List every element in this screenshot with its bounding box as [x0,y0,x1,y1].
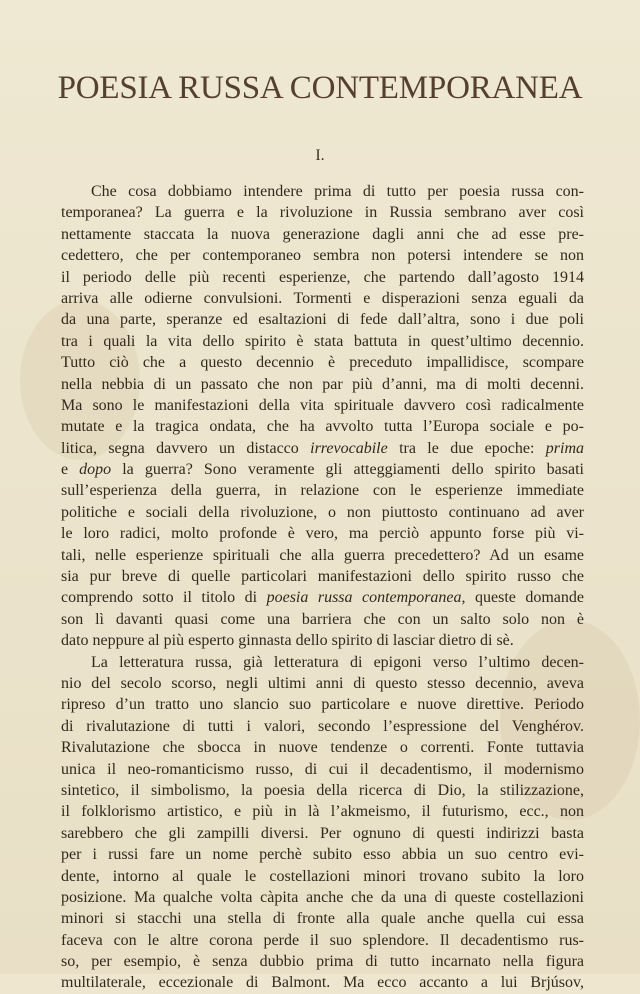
text-line: dato neppure al più esperto ginnasta dello spirito di lasciar dietro di sè. [61,632,514,650]
text-line: multilaterale, eccezionale di Balmont. Ma ecco accanto a lui Brjúsov, [61,974,584,992]
text-line: sintetico, il simbolismo, la poesia della ricerca di Dio, la stilizzazione, [61,781,584,799]
text-line: tra i quali la vita dello spirito è stata battuta in quest’ultimo decennio. [61,332,584,350]
text-line: son lì davanti quasi come una barriera che con un salto solo non è [61,610,584,628]
text-line: e dopo la guerra? Sono veramente gli atteggiamenti dello spirito basati [61,461,584,479]
text-line: so, per esempio, è senza dubbio prima di tutto incarnato nella figura [61,953,584,971]
text-line: comprendo sotto il titolo di poesia russa contemporanea, queste domande [61,589,585,607]
body-text [61,181,584,994]
text-line: Che cosa dobbiamo intendere prima di tutto per poesia russa con- [91,183,584,200]
section-number: I. [315,147,325,164]
text-line: temporanea? La guerra e la rivoluzione in Russia sembrano aver così [61,204,584,222]
text-line: dente, intorno al quale le costellazioni minori trovano subito la loro [61,867,584,885]
text-line: Rivalutazione che sbocca in nuove tendenze o correnti. Fonte tuttavia [61,739,584,757]
text-line: faceva con le altre corona perde il suo splendore. Il decadentismo rus- [61,931,584,949]
text-line: tali, nelle esperienze spirituali che alla guerra precedettero? Ad un esame [61,546,584,564]
page-title: POESIA RUSSA CONTEMPORANEA [57,70,583,106]
text-line: ripreso d’un tratto uno slancio suo particolare e nuove direttive. Periodo [61,696,584,714]
text-line: sarebbero che gli zampilli diversi. Per ognuno di questi indirizzi basta [61,824,584,842]
text-line: il folklorismo artistico, e più in là l’akmeismo, il futurismo, ecc., non [61,803,584,821]
text-line: il periodo delle più recenti esperienze, che partendo dall’agosto 1914 [61,268,584,286]
text-line: arriva alle odierne convulsioni. Tormenti e disperazioni senza eguali da [61,289,584,307]
text-line: di rivalutazione di tutti i valori, secondo l’espressione del Venghérov. [61,717,584,735]
text-line: nella nebbia di un passato che non par più d’anni, ma di molti decenni. [61,375,584,393]
text-line: La letteratura russa, già letteratura di epigoni verso l’ultimo decen- [91,653,584,671]
text-line: Ma sono le manifestazioni della vita spirituale davvero così radicalmente [61,396,584,414]
text-line: posizione. Ma qualche volta càpita anche che da una di queste costellazioni [61,888,584,906]
text-line: nettamente staccata la nuova generazione dagli anni che ad esse pre- [61,225,584,243]
text-line: politiche e sociali della rivoluzione, o non piuttosto continuano ad aver [61,503,584,521]
text-line: sia pur breve di quelle particolari manifestazioni dello spirito russo che [61,568,584,586]
text-line: da una parte, speranze ed esaltazioni di fede dall’altra, sono i due poli [61,311,584,329]
text-line: minori si stacchi una stella di fronte alla quale anche quella cui essa [61,910,584,928]
text-line: sull’esperienza della guerra, in relazione con le esperienze immediate [61,482,584,500]
text-line: per i russi fare un nome perchè subito esso abbia un suo centro evi- [61,846,584,864]
text-line: cedettero, che per contemporaneo sembra non potersi intendere se non [61,247,584,265]
text-line: nio del secolo scorso, negli ultimi anni di questo stesso decennio, aveva [61,674,584,692]
text-line: mutate e la tragica ondata, che ha avvolto tutta l’Europa sociale e po- [61,418,584,436]
text-line: Tutto ciò che a questo decennio è preceduto impallidisce, scompare [61,354,584,372]
text-line: unica il neo-romanticismo russo, di cui il decadentismo, il modernismo [61,760,584,778]
text-line: le loro radici, molto profonde è vero, ma perciò appunto forse più vi- [61,525,584,543]
text-line: litica, segna davvero un distacco irrevocabile tra le due epoche: prima [61,439,584,457]
